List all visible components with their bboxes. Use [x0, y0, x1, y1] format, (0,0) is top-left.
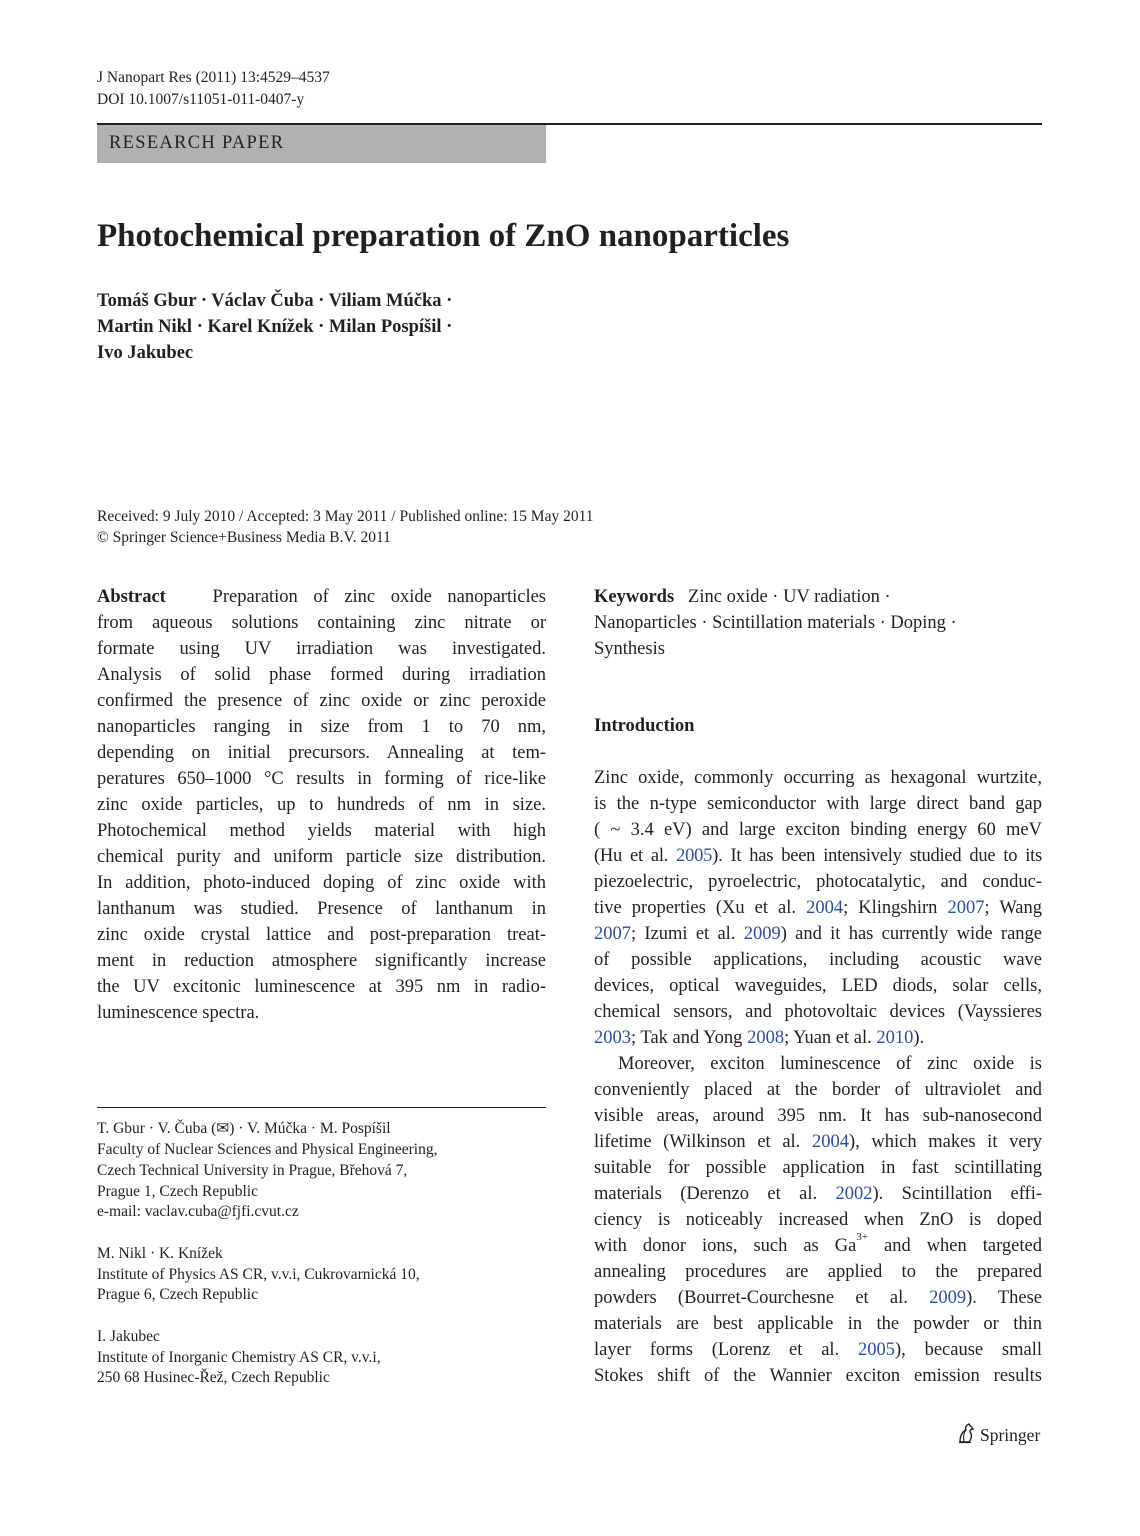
affiliation-line: I. Jakubec: [97, 1328, 160, 1345]
intro-line: [594, 1181, 1042, 1207]
abstract-heading: Abstract: [97, 587, 166, 607]
keywords-line: Synthesis: [594, 639, 665, 659]
intro-line: annealing procedures are applied to the prepared: [594, 1262, 1042, 1282]
dates-history: Received: 9 July 2010 / Accepted: 3 May 2011 / Published online: 15 May 2011: [97, 508, 594, 525]
abstract-line: peratures 650–1000 °C results in forming of rice-like: [97, 769, 546, 789]
intro-text: ). Scintillation effi-: [872, 1184, 1042, 1204]
authors-line-1: Tomáš Gbur · Václav Čuba · Viliam Múčka ·: [97, 291, 453, 311]
intro-line: Stokes shift of the Wannier exciton emission results: [594, 1366, 1042, 1386]
intro-line: Moreover, exciton luminescence of zinc oxide is: [618, 1054, 1042, 1074]
intro-text: materials (Derenzo et al.: [594, 1184, 836, 1204]
intro-line: [594, 843, 1042, 869]
intro-line: [594, 921, 1042, 947]
affiliation-email[interactable]: e-mail: vaclav.cuba@fjfi.cvut.cz: [97, 1203, 299, 1220]
intro-text: with donor ions, such as Ga: [594, 1236, 857, 1256]
affiliation-line: Institute of Physics AS CR, v.v.i, Cukrovarnická 10,: [97, 1266, 420, 1283]
abstract-line: zinc oxide particles, up to hundreds of nm in size.: [97, 795, 546, 815]
intro-line: ( ~ 3.4 eV) and large exciton binding energy 60 meV: [594, 820, 1042, 840]
affiliation-line: Czech Technical University in Prague, Břehová 7,: [97, 1162, 408, 1179]
abstract-line: nanoparticles ranging in size from 1 to 70 nm,: [97, 717, 546, 737]
citation-link[interactable]: 2007: [594, 924, 631, 944]
intro-line: [594, 1285, 1042, 1311]
citation-link[interactable]: 2010: [876, 1028, 914, 1048]
intro-text: ), which makes it very: [848, 1132, 1042, 1152]
section-label: RESEARCH PAPER: [109, 133, 285, 153]
authors-line-2: Martin Nikl · Karel Knížek · Milan Pospíšil ·: [97, 317, 453, 337]
intro-text: tive properties (Xu et al.: [594, 898, 807, 918]
affiliation-line: Prague 6, Czech Republic: [97, 1286, 258, 1303]
abstract-line-text: Preparation of zinc oxide nanoparticles: [212, 587, 546, 607]
affiliation-line: Prague 1, Czech Republic: [97, 1183, 258, 1200]
keywords-line: [594, 584, 1042, 610]
affiliation-line: 250 68 Husinec-Řež, Czech Republic: [97, 1369, 330, 1386]
intro-line: [594, 1230, 1042, 1259]
abstract-line: In addition, photo-induced doping of zinc oxide with: [97, 873, 546, 893]
intro-line: chemical sensors, and photovoltaic devices (Vayssieres: [594, 1002, 1042, 1022]
intro-text: ; Klingshirn: [843, 898, 948, 918]
introduction-heading: Introduction: [594, 716, 695, 736]
affiliation-line: Faculty of Nuclear Sciences and Physical Engineering,: [97, 1141, 438, 1158]
intro-text: ). These: [966, 1288, 1042, 1308]
paper-title: Photochemical preparation of ZnO nanoparticles: [97, 218, 790, 254]
keywords-line: Nanoparticles · Scintillation materials · Doping ·: [594, 613, 957, 633]
springer-horse-icon: [956, 1422, 976, 1449]
intro-text: ).: [913, 1028, 925, 1048]
intro-line: [594, 895, 1042, 921]
citation-link[interactable]: 2004: [811, 1132, 849, 1152]
intro-line: [594, 1025, 1042, 1051]
abstract-line: chemical purity and uniform particle size distribution.: [97, 847, 546, 867]
intro-text: ) and it has currently wide range: [780, 924, 1042, 944]
affiliation-line: T. Gbur · V. Čuba (✉) · V. Múčka · M. Pospíšil: [97, 1120, 391, 1137]
abstract-line: Analysis of solid phase formed during irradiation: [97, 665, 546, 685]
abstract-line: Photochemical method yields material with high: [97, 821, 546, 841]
superscript-charge: 3+: [856, 1230, 869, 1243]
abstract-line: from aqueous solutions containing zinc nitrate or: [97, 613, 546, 633]
journal-citation: J Nanopart Res (2011) 13:4529–4537: [97, 69, 330, 86]
copyright-line: © Springer Science+Business Media B.V. 2011: [97, 529, 391, 546]
citation-link[interactable]: 2005: [857, 1340, 895, 1360]
abstract-line: luminescence spectra.: [97, 1003, 260, 1023]
intro-line: is the n-type semiconductor with large direct band gap: [594, 794, 1042, 814]
intro-text: ). It has been intensively studied due to its: [712, 846, 1042, 866]
journal-doi: DOI 10.1007/s11051-011-0407-y: [97, 91, 305, 108]
citation-link[interactable]: 2009: [743, 924, 781, 944]
abstract-line: zinc oxide crystal lattice and post-preparation treat-: [97, 925, 546, 945]
intro-text: ; Tak and Yong: [631, 1028, 748, 1048]
intro-line: suitable for possible application in fast scintillating: [594, 1158, 1042, 1178]
keywords-heading: Keywords: [594, 587, 675, 607]
intro-text: ; Izumi et al.: [631, 924, 744, 944]
intro-text: layer forms (Lorenz et al.: [594, 1340, 858, 1360]
intro-line: materials are best applicable in the powder or thin: [594, 1314, 1042, 1334]
citation-link[interactable]: 2005: [676, 846, 713, 866]
springer-logo: [956, 1422, 1040, 1449]
citation-link[interactable]: 2008: [747, 1028, 785, 1048]
keywords-text: Zinc oxide · UV radiation ·: [688, 587, 891, 607]
abstract-line: the UV excitonic luminescence at 395 nm in radio-: [97, 977, 546, 997]
abstract-line: ment in reduction atmosphere significantly increase: [97, 951, 546, 971]
citation-link[interactable]: 2004: [806, 898, 844, 918]
citation-link[interactable]: 2007: [947, 898, 985, 918]
intro-line: visible areas, around 395 nm. It has sub-nanosecond: [594, 1106, 1042, 1126]
intro-text: lifetime (Wilkinson et al.: [594, 1132, 812, 1152]
intro-text: ), because small: [894, 1340, 1042, 1360]
intro-line: Zinc oxide, commonly occurring as hexagonal wurtzite,: [594, 768, 1042, 788]
intro-text: (Hu et al.: [594, 846, 677, 866]
intro-text: ; Yuan et al.: [784, 1028, 877, 1048]
intro-text: and when targeted: [868, 1236, 1042, 1256]
abstract-line: lanthanum was studied. Presence of lanthanum in: [97, 899, 546, 919]
abstract-line: [97, 584, 546, 610]
intro-line: of possible applications, including acoustic wave: [594, 950, 1042, 970]
intro-text: ; Wang: [984, 898, 1043, 918]
affiliation-line: M. Nikl · K. Knížek: [97, 1245, 223, 1262]
publisher-name: Springer: [980, 1425, 1041, 1445]
intro-line: ciency is noticeably increased when ZnO is doped: [594, 1210, 1042, 1230]
citation-link[interactable]: 2002: [835, 1184, 873, 1204]
intro-line: conveniently placed at the border of ultraviolet and: [594, 1080, 1042, 1100]
citation-link[interactable]: 2009: [929, 1288, 967, 1308]
citation-link[interactable]: 2003: [594, 1028, 631, 1048]
abstract-line: confirmed the presence of zinc oxide or zinc peroxide: [97, 691, 546, 711]
intro-line: devices, optical waveguides, LED diods, solar cells,: [594, 976, 1042, 996]
footnote-rule: [97, 1107, 546, 1108]
abstract-line: depending on initial precursors. Annealing at tem-: [97, 743, 546, 763]
affiliation-line: Institute of Inorganic Chemistry AS CR, v.v.i,: [97, 1349, 381, 1366]
intro-line: [594, 1129, 1042, 1155]
section-band: [97, 125, 546, 163]
intro-line: [594, 1337, 1042, 1363]
authors-line-3: Ivo Jakubec: [97, 343, 194, 363]
intro-text: powders (Bourret-Courchesne et al.: [594, 1288, 930, 1308]
intro-line: piezoelectric, pyroelectric, photocatalytic, and conduc-: [594, 872, 1042, 892]
abstract-line: formate using UV irradiation was investigated.: [97, 639, 546, 659]
